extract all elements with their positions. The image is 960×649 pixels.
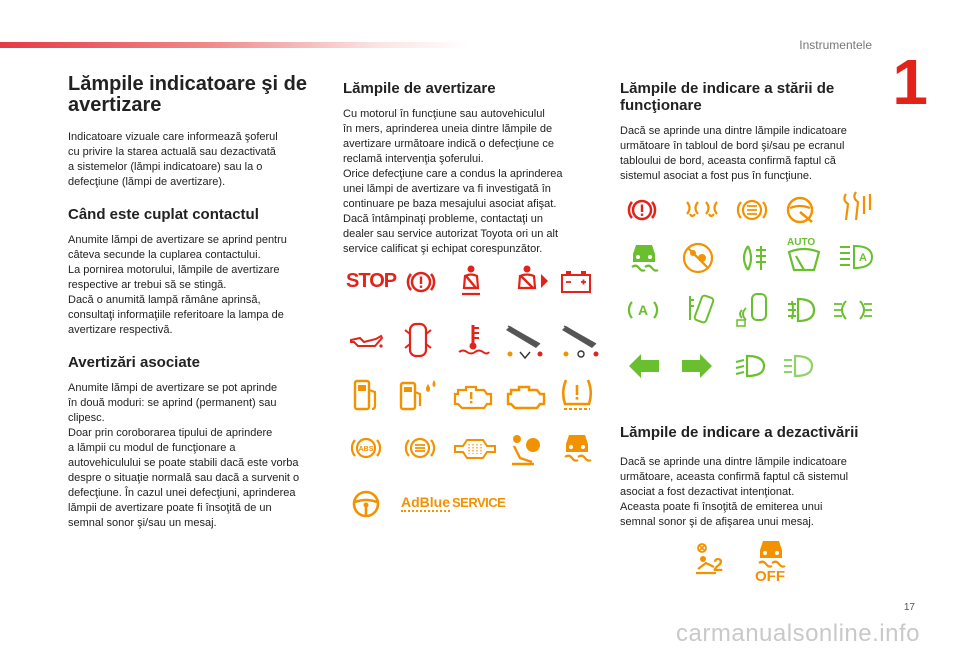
stop-icon: STOP [346, 270, 397, 292]
status-text: Dacă se aprinde una dintre lămpile indicatoare următoare în tabloul de bord şi/sau pe ecranul tabloului de bord, aceasta confirmă faptul că sistemul asociat a fost pus în funcţiune. [620, 125, 847, 182]
associated-text: Anumite lămpi de avertizare se pot aprinde în două moduri: se aprind (permanent) sau clipesc. Doar prin coroborarea tipului de aprindere a lămpii cu modul de funcţionare a autovehiculului se poate stabili dacă este vorba despre o situaţie normală sau dacă a survenit o defecţiune. În cazul unei defecţiuni, aprinderea lămpii de avertizare poate fi însoţită de un semnal sonor şi/sau un mesaj. [68, 382, 300, 529]
front-fog-light-icon [786, 296, 816, 324]
intro-text: Indicatoare vizuale care informează şoferul cu privire la starea actuală sau dezactivată a sistemelor (lămpi indicatoare) sau la o defecţiune (lămpi de avertizare). [68, 131, 278, 188]
heading-status-lamps: Lămpile de indicare a stării de funcţionare [620, 80, 835, 114]
brake-gauge-left-icon [500, 314, 550, 362]
deactivation-text: Dacă se aprinde una dintre lămpile indicatoare următoare, aceasta confirmă faptul că sistemul asociat a fost dezactivat intenţionat. Aceasta poate fi însoţită de emiterea unui semnal sonor şi de afişarea unui mesaj. [620, 456, 849, 528]
indicator-number-2: 2 [713, 555, 724, 575]
heading-warnings: Lămpile de avertizare [343, 80, 496, 97]
door-open-icon [403, 320, 433, 360]
airbag-off-icon [680, 240, 716, 276]
headlight-level-icon [738, 242, 768, 274]
page-number: 17 [903, 602, 915, 613]
tire-pressure-icon [559, 376, 595, 414]
svg-text:A: A [859, 252, 867, 264]
auto-hold-icon [626, 294, 660, 326]
brake-pads-icon [735, 194, 769, 226]
sidelights-icon [832, 298, 874, 322]
airbag-icon [508, 432, 544, 466]
traction-control-icon [627, 240, 661, 276]
low-beam-icon [734, 354, 766, 378]
high-beam-icon [782, 354, 814, 378]
header-accent-bar [0, 42, 470, 48]
svg-text:ABS: ABS [358, 446, 374, 453]
engine-warning-icon [452, 382, 494, 412]
general-warning-icon [626, 194, 658, 226]
svg-text:A: A [637, 302, 649, 318]
watermark: carmanualsonline.info [676, 620, 920, 647]
park-assist-icon [734, 290, 774, 328]
column-intro [68, 74, 326, 547]
clutch-pedal-icon [838, 190, 874, 226]
auto-wiper-icon [786, 248, 822, 274]
brake-warning-icon [405, 266, 437, 298]
brake-gauge-right-icon [556, 314, 606, 362]
low-fuel-icon [352, 378, 380, 414]
steering-lock-icon [784, 194, 818, 226]
power-steering-icon [350, 488, 382, 520]
service-icon: SERVICE [452, 495, 506, 510]
abs-icon [349, 432, 383, 464]
auto-wiper-label: AUTO [787, 237, 816, 248]
heading-associated-warnings: Avertizări asociate [68, 354, 201, 371]
column-deactivation [620, 424, 882, 546]
section-label: Instrumentele [799, 38, 872, 52]
stability-off-label: OFF [755, 568, 785, 585]
seatbelt-icon [456, 264, 486, 298]
column-status [620, 74, 882, 200]
engine-check-icon [505, 382, 547, 412]
key-detected-icon [686, 290, 716, 328]
auto-high-beam-icon [838, 242, 876, 272]
fuel-water-icon [398, 378, 438, 414]
turn-right-icon [680, 352, 714, 380]
oil-pressure-icon [348, 330, 384, 352]
heading-deactivation-lamps: Lămpile de indicare a dezactivării [620, 424, 859, 441]
turn-left-icon [627, 352, 661, 380]
column-warning [343, 74, 593, 273]
ignition-text: Anumite lămpi de avertizare se aprind pentru câteva secunde la cuplarea contactului. La pornirea motorului, lămpile de avertizare respective ar trebui să se stingă. Dacă o anumită lampă rămâne aprinsă, consultaţi informaţiile referitoare la lampa de avertizare respectivă. [68, 234, 287, 336]
heading-warning-lamps: Lămpile indicatoare şi de avertizare [68, 73, 307, 116]
glow-plug-icon [684, 198, 720, 222]
chapter-number: 1 [892, 46, 928, 118]
stability-control-icon [560, 430, 594, 466]
particle-filter-icon [453, 436, 497, 462]
adblue-icon: AdBlue [401, 494, 450, 510]
heading-ignition-on: Când este cuplat contactul [68, 206, 259, 223]
warnings-text: Cu motorul în funcţiune sau autovehiculul în mers, aprinderea uneia dintre lămpile de avertizare următoare indică o defecţiune ce reclamă intervenţia şoferului. Orice defecţiune care a condus la aprinderea unei lămpi de avertizare va fi investigată în continuare pe baza mesajului asociat afişat. Dacă întâmpinaţi probleme, contactaţi un dealer sau service autorizat Toyota ori un alt service calificat şi echipat corespunzător. [343, 108, 563, 255]
passenger-seatbelt-icon [510, 264, 550, 298]
parking-brake-icon [403, 432, 437, 464]
stability-off-icon [754, 536, 788, 568]
coolant-temperature-icon [456, 322, 490, 358]
battery-icon [560, 270, 592, 294]
